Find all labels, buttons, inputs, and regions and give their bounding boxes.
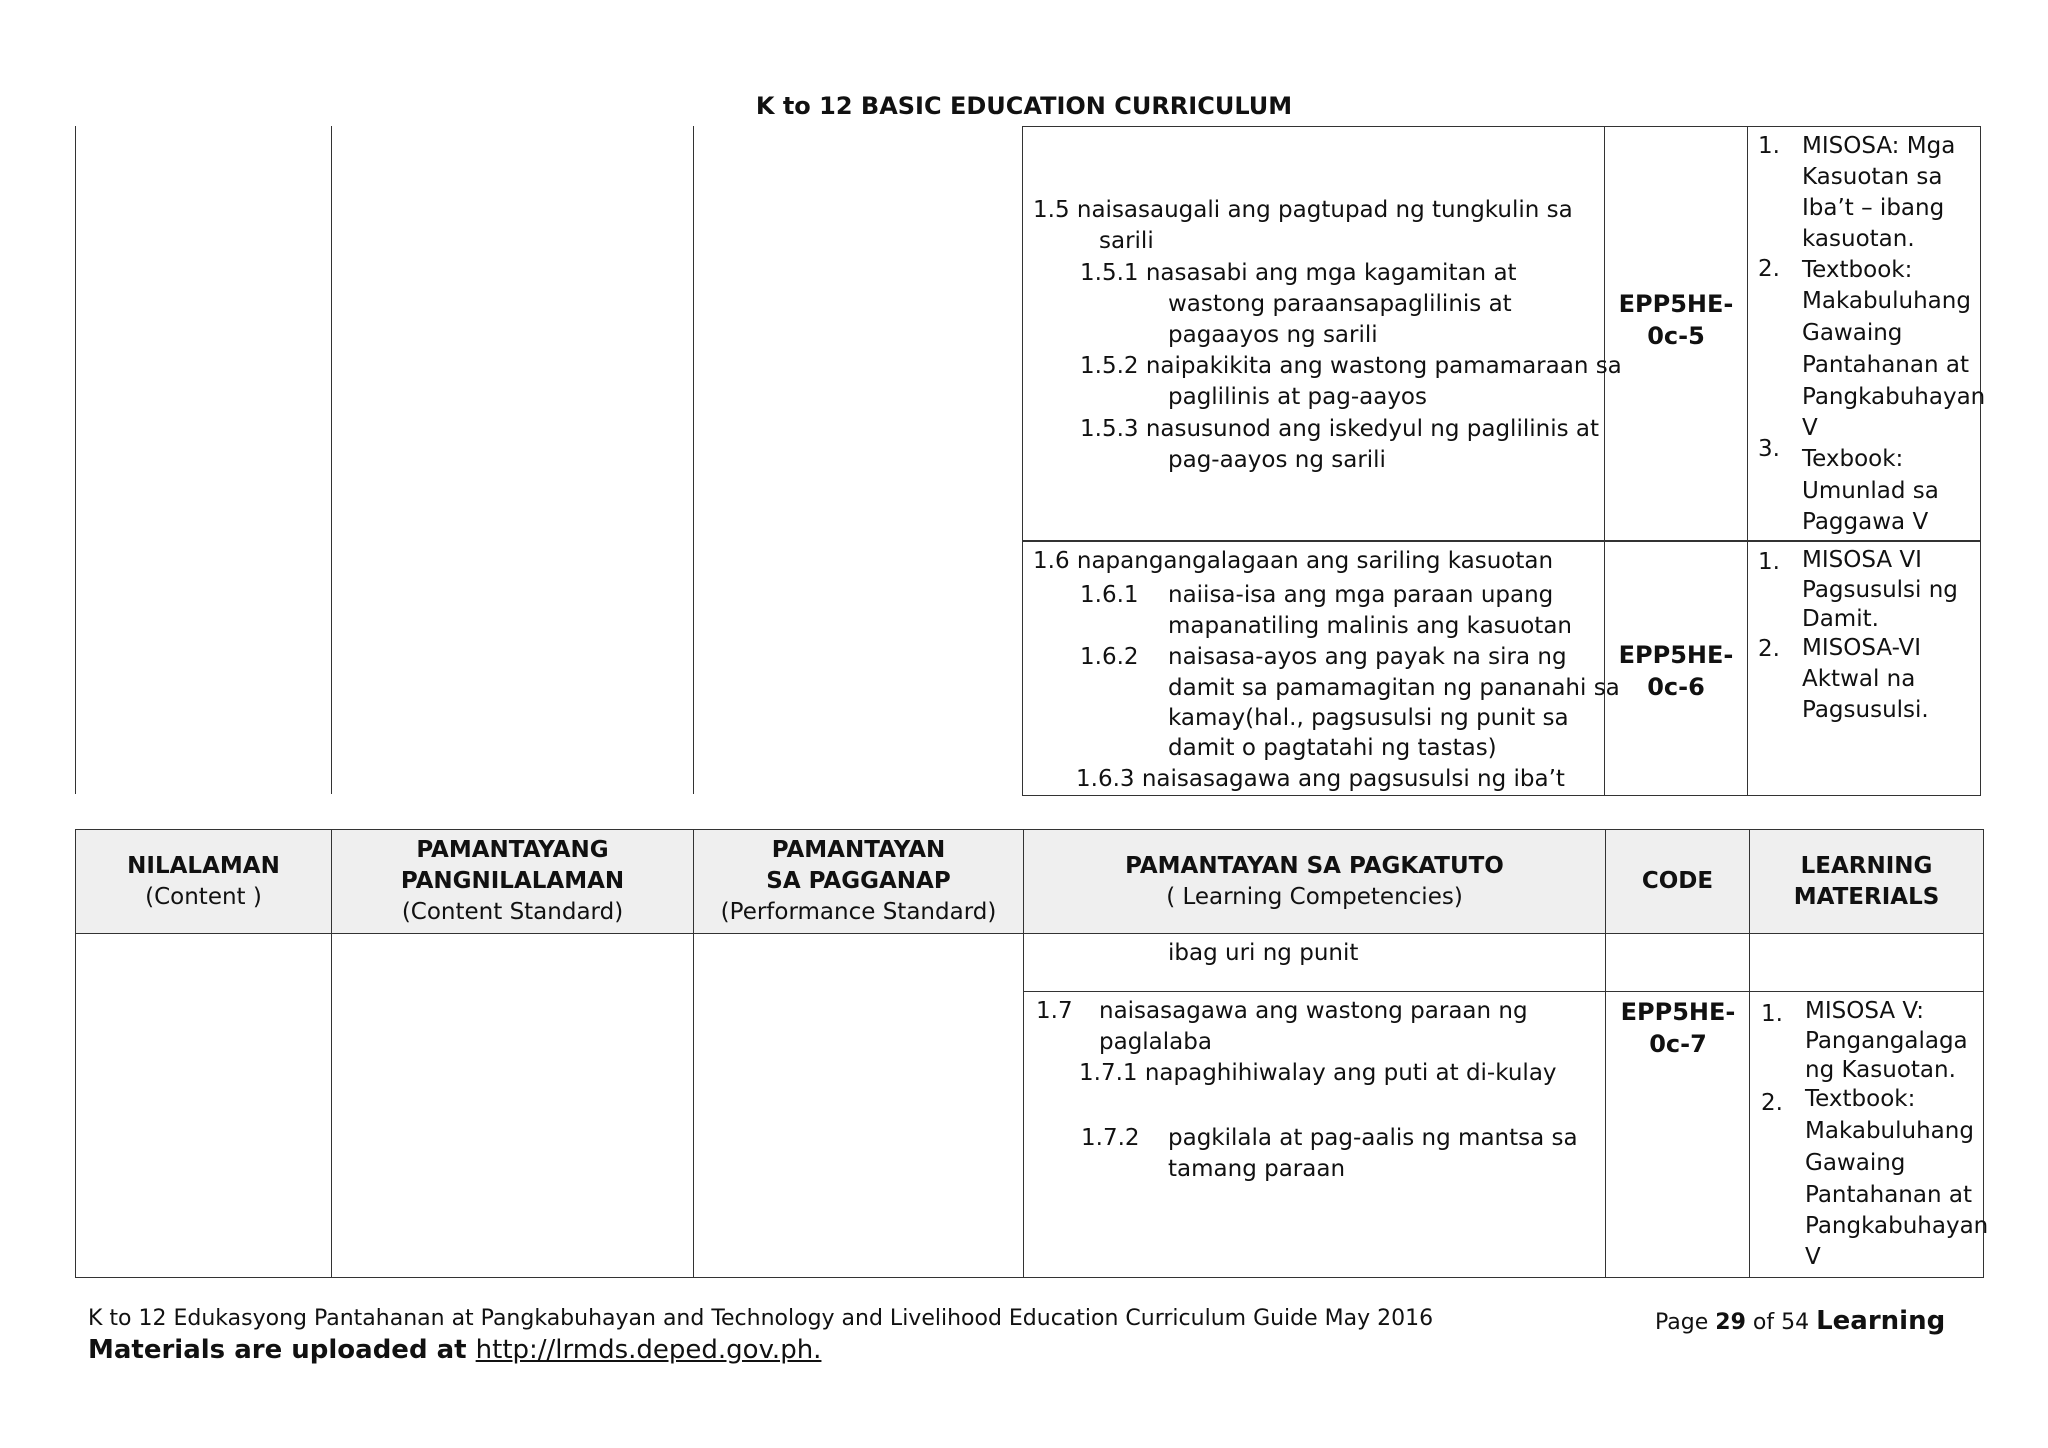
table-row — [76, 934, 1984, 992]
competency-text: 1.6.2 — [1080, 644, 1139, 670]
code-value: EPP5HE- — [1618, 641, 1734, 669]
material-text: Pangkabuhayan — [1802, 384, 1986, 410]
material-text: Pangkabuhayan — [1805, 1213, 1989, 1239]
header-sub: (Content ) — [145, 883, 262, 910]
footer-guide-text: K to 12 Edukasyong Pantahanan at Pangkabuhayan and Technology and Livelihood Education Curriculum Guide May 2016 — [88, 1306, 1434, 1331]
competency-text: pag-aayos ng sarili — [1168, 447, 1386, 473]
header-main: MATERIALS — [1793, 883, 1940, 910]
competency-text: naisasa-ayos ang payak na sira ng — [1168, 644, 1567, 670]
header-sub: (Performance Standard) — [720, 899, 997, 925]
header-main: SA PAGGANAP — [766, 868, 951, 894]
material-text: Textbook: — [1805, 1086, 1916, 1112]
materials-cell — [1750, 934, 1984, 992]
material-text: Makabuluhang — [1802, 288, 1971, 314]
header-main: PANGNILALAMAN — [400, 868, 625, 894]
competency-text: wastong paraansapaglilinis at — [1168, 291, 1512, 317]
material-text: Makabuluhang — [1805, 1118, 1974, 1144]
header-main: PAMANTAYAN SA PAGKATUTO — [1125, 852, 1504, 879]
competency-text: 1.6.1 — [1080, 582, 1139, 608]
material-text: Pagsusulsi. — [1802, 697, 1929, 723]
header-sub: (Content Standard) — [401, 899, 624, 925]
material-text: Iba’t – ibang — [1802, 195, 1945, 221]
competency-text: 1.7.2 — [1081, 1125, 1140, 1151]
competency-text: paglalaba — [1099, 1029, 1212, 1055]
page-number: 29 — [1715, 1310, 1746, 1335]
material-text: MISOSA VI — [1802, 547, 1922, 573]
competency-text: 1.5.1 nasasabi ang mga kagamitan at — [1080, 260, 1517, 286]
code-value: 0c-6 — [1647, 673, 1705, 701]
competency-cell — [1024, 934, 1606, 992]
competency-text: ibag uri ng punit — [1168, 940, 1359, 966]
material-text: kasuotan. — [1802, 226, 1915, 252]
code-cell — [1606, 934, 1750, 992]
material-number: 2. — [1758, 636, 1780, 662]
footer-page-info — [1655, 1306, 1945, 1336]
header-content — [76, 830, 332, 934]
material-text: Kasuotan sa — [1802, 164, 1943, 190]
document-title: K to 12 BASIC EDUCATION CURRICULUM — [755, 92, 1293, 120]
competency-text: 1.5 naisasaugali ang pagtupad ng tungkulin sa — [1033, 197, 1573, 223]
competency-cell — [1024, 992, 1606, 1278]
code-value: EPP5HE- — [1620, 998, 1736, 1026]
column-divider — [75, 126, 76, 794]
material-text: Paggawa V — [1802, 509, 1929, 535]
footer-upload-line — [88, 1335, 821, 1365]
material-number: 3. — [1758, 436, 1780, 462]
header-main: LEARNING — [1800, 852, 1933, 879]
content-standard-cell — [332, 934, 694, 1278]
code-value: 0c-5 — [1647, 322, 1705, 350]
header-performance-standard — [694, 830, 1024, 934]
material-text: Aktwal na — [1802, 666, 1916, 692]
material-text: Textbook: — [1802, 257, 1913, 283]
table-header-row — [76, 830, 1984, 934]
competency-text: 1.5.3 nasusunod ang iskedyul ng paglilinis at — [1080, 416, 1599, 442]
material-text: MISOSA-VI — [1802, 635, 1922, 661]
material-text: MISOSA V: — [1805, 998, 1925, 1024]
material-number: 1. — [1758, 549, 1780, 575]
footer-learning-word: Learning — [1816, 1306, 1946, 1336]
competency-text: 1.7 — [1036, 998, 1073, 1024]
column-divider — [693, 126, 694, 794]
code-value: EPP5HE- — [1618, 290, 1734, 318]
header-content-standard — [332, 830, 694, 934]
competency-text: kamay(hal., pagsusulsi ng punit sa — [1168, 705, 1569, 731]
code-cell — [1606, 992, 1750, 1278]
material-text: Texbook: — [1802, 446, 1904, 472]
material-number: 2. — [1758, 256, 1780, 282]
header-learning-materials — [1750, 830, 1984, 934]
materials-cell — [1750, 992, 1989, 1278]
content-cell — [76, 934, 332, 1278]
competency-text: 1.6.3 naisasagawa ang pagsusulsi ng iba’t — [1076, 766, 1565, 792]
material-text: Gawaing — [1805, 1150, 1906, 1176]
competency-text: naisasagawa ang wastong paraan ng — [1099, 998, 1528, 1024]
header-sub: ( Learning Competencies) — [1166, 883, 1463, 910]
header-main: NILALAMAN — [127, 852, 280, 879]
header-code — [1606, 830, 1750, 934]
header-main: CODE — [1641, 868, 1714, 894]
header-main: PAMANTAYAN — [771, 837, 946, 863]
competency-text: pagkilala at pag-aalis ng mantsa sa — [1168, 1125, 1578, 1151]
competency-text: paglilinis at pag-aayos — [1168, 384, 1427, 410]
competency-text: damit o pagtatahi ng tastas) — [1168, 735, 1497, 761]
material-text: V — [1802, 415, 1818, 441]
material-text: Umunlad sa — [1802, 478, 1939, 504]
material-text: V — [1805, 1244, 1821, 1270]
competency-text: 1.5.2 naipakikita ang wastong pamamaraan sa — [1080, 353, 1622, 379]
page-total: of 54 — [1752, 1310, 1810, 1335]
competency-text: 1.6 napangangalagaan ang sariling kasuotan — [1033, 548, 1554, 574]
column-divider — [331, 126, 332, 794]
material-number: 2. — [1761, 1090, 1783, 1116]
material-number: 1. — [1758, 133, 1780, 159]
code-value: 0c-7 — [1649, 1030, 1707, 1058]
competency-text: sarili — [1099, 228, 1154, 254]
header-main: PAMANTAYANG — [416, 837, 609, 863]
curriculum-table — [75, 829, 1989, 1278]
competency-text: naiisa-isa ang mga paraan upang — [1168, 582, 1554, 608]
material-text: ng Kasuotan. — [1805, 1057, 1956, 1083]
competency-text: 1.7.1 napaghihiwalay ang puti at di-kulay — [1079, 1060, 1557, 1086]
competency-text: pagaayos ng sarili — [1168, 322, 1378, 348]
page-prefix: Page — [1655, 1310, 1709, 1335]
footer-upload-text: Materials are uploaded at — [88, 1335, 467, 1365]
material-text: Pangangalaga — [1805, 1028, 1968, 1054]
material-text: Damit. — [1802, 606, 1879, 632]
material-number: 1. — [1761, 1001, 1783, 1027]
material-text: Gawaing — [1802, 320, 1903, 346]
header-learning-competencies — [1024, 830, 1606, 934]
material-text: Pagsusulsi ng — [1802, 577, 1958, 603]
competency-text: tamang paraan — [1168, 1156, 1346, 1182]
lrmds-link[interactable]: http://lrmds.deped.gov.ph. — [475, 1335, 822, 1365]
competency-text: mapanatiling malinis ang kasuotan — [1168, 613, 1572, 639]
material-text: Pantahanan at — [1802, 352, 1969, 378]
performance-standard-cell — [694, 934, 1024, 1278]
material-text: Pantahanan at — [1805, 1182, 1972, 1208]
competency-text: damit sa pamamagitan ng pananahi sa — [1168, 675, 1620, 701]
material-text: MISOSA: Mga — [1802, 133, 1956, 159]
